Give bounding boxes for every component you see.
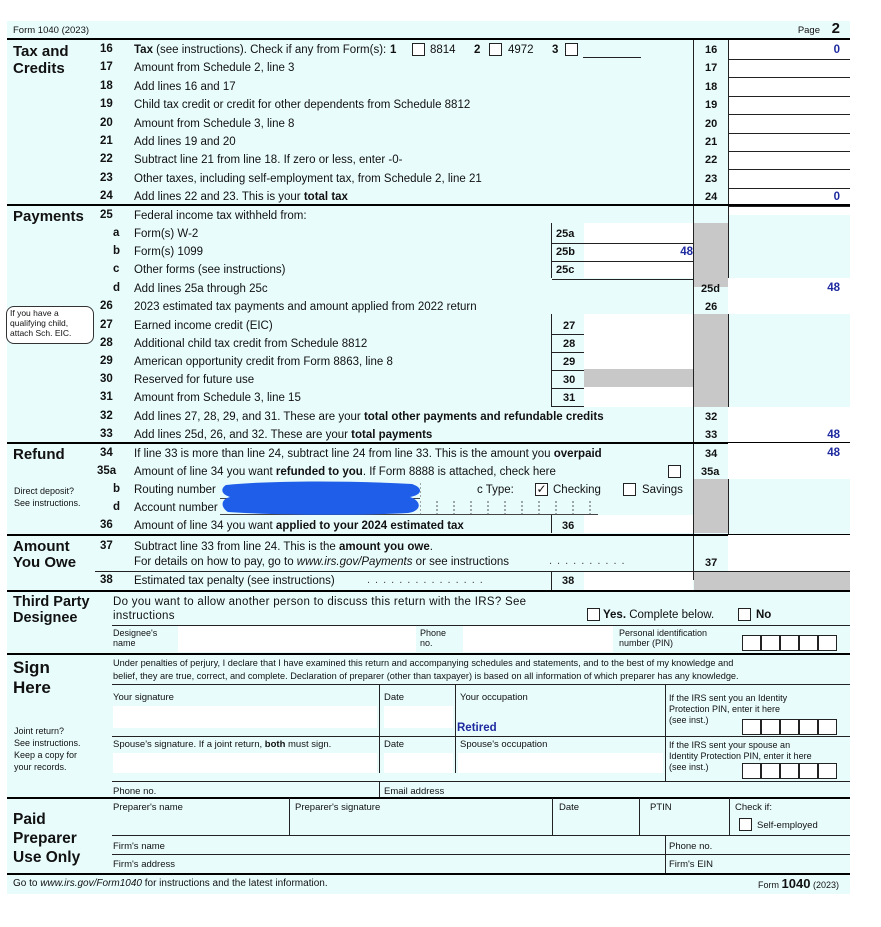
- firm-phone-label: Phone no.: [669, 841, 713, 852]
- line21-num: 21: [100, 135, 113, 147]
- header-rule: [7, 38, 850, 40]
- rule-owe: [7, 534, 850, 536]
- spouse-occupation-field[interactable]: [458, 753, 663, 773]
- line22-rule: [728, 169, 850, 170]
- footer-left: Go to www.irs.gov/Form1040 for instructions and the latest information.: [13, 878, 328, 889]
- preparer-name-label: Preparer's name: [113, 802, 183, 813]
- line35d-letter: d: [113, 501, 121, 513]
- line16-value: 0: [833, 44, 840, 56]
- line17-box: 17: [705, 62, 718, 75]
- your-pin-digit[interactable]: [818, 719, 837, 735]
- line16-num: 16: [100, 43, 113, 55]
- rule-prep-1: [112, 835, 850, 836]
- line25b-box: 25b: [556, 246, 575, 258]
- line25a-box: 25a: [556, 228, 575, 240]
- line16-4972: 4972: [508, 44, 534, 56]
- line30-box: 30: [563, 374, 576, 386]
- page-label: Page: [797, 25, 820, 36]
- line27-num: 27: [100, 319, 113, 331]
- line25d-letter: d: [113, 282, 121, 294]
- sign-divider-4: [379, 782, 380, 797]
- routing-label: Routing number: [134, 484, 216, 496]
- line37-box: 37: [705, 557, 718, 569]
- rule-refund: [7, 442, 850, 444]
- section-amount-owe: Amount You Owe: [13, 538, 77, 571]
- your-pin-digit[interactable]: [780, 719, 799, 735]
- account-label: Account number: [134, 502, 218, 514]
- line34-text: If line 33 is more than line 24, subtract line 24 from line 33. This is the amount you overpaid: [134, 448, 602, 460]
- line24-text: Add lines 22 and 23. This is your total tax: [134, 191, 348, 204]
- digit-ticks: [420, 483, 600, 516]
- section-tax-credits: Tax and Credits: [13, 43, 69, 77]
- spouse-pin-digit[interactable]: [818, 763, 837, 779]
- eic-note: If you have a qualifying child, attach Sch. EIC.: [6, 306, 94, 344]
- date-field[interactable]: [384, 706, 453, 728]
- designee-phone-field[interactable]: [463, 626, 613, 652]
- rule-footer: [7, 873, 850, 875]
- line25b-rule: [552, 261, 693, 262]
- line25c-letter: c: [113, 263, 120, 275]
- firm-address-label: Firm's address: [113, 859, 175, 870]
- line25-divider: [551, 223, 552, 278]
- savings-checkbox[interactable]: [623, 483, 636, 496]
- self-employed-checkbox[interactable]: [739, 818, 752, 831]
- line16-4972-checkbox[interactable]: [489, 43, 502, 56]
- line21-rule: [728, 151, 850, 152]
- redaction-mark: [222, 479, 422, 517]
- field-35a[interactable]: [728, 461, 850, 479]
- line35b-letter: b: [113, 483, 121, 495]
- line25-text: Federal income tax withheld from:: [134, 210, 307, 222]
- designee-question: Do you want to allow another person to discuss this return with the IRS? See instructions: [113, 596, 527, 622]
- line31-num: 31: [100, 391, 113, 403]
- line25a-letter: a: [113, 227, 120, 239]
- field-37[interactable]: [728, 535, 850, 572]
- section-payments: Payments: [13, 208, 84, 225]
- line33-text: Add lines 25d, 26, and 32. These are your total payments: [134, 429, 433, 441]
- checking-label: Checking: [553, 484, 601, 496]
- designee-yes-checkbox[interactable]: [587, 608, 600, 621]
- line24-rule: [728, 206, 850, 207]
- line33-value: 48: [827, 429, 840, 441]
- line25b-text: Form(s) 1099: [134, 246, 204, 258]
- spouse-pin-digit[interactable]: [742, 763, 761, 779]
- dots-38: ...............: [367, 574, 488, 586]
- designee-pin-label: Personal identification number (PIN): [619, 628, 708, 648]
- designee-phone-label: Phone no.: [420, 628, 447, 648]
- shade-27-31: [694, 314, 728, 407]
- field-31[interactable]: [584, 387, 693, 407]
- line32-box: 32: [705, 411, 718, 423]
- line36-num: 36: [100, 519, 113, 531]
- line20-text: Amount from Schedule 3, line 8: [134, 117, 295, 130]
- perjury-statement: Under penalties of perjury, I declare that I have examined this return and accompanying schedules and statements, and to the best of my knowledge and belief, they are true, correct, and complete. Declaration of preparer (other than taxpayer) is based on all information of which preparer has any knowledge.: [113, 658, 739, 681]
- check-if-label: Check if:: [735, 802, 772, 813]
- line33-box: 33: [705, 429, 718, 441]
- prep-divider-4: [729, 798, 730, 835]
- line25c-rule: [552, 279, 693, 280]
- designee-name-field[interactable]: [178, 626, 416, 652]
- designee-pin-digit[interactable]: [780, 635, 799, 651]
- designee-name-label: Designee's name: [113, 628, 158, 648]
- line26-num: 26: [100, 300, 113, 312]
- line32-text: Add lines 27, 28, 29, and 31. These are your total other payments and refundable credits: [134, 411, 604, 423]
- your-signature-field[interactable]: [113, 706, 377, 728]
- line18-num: 18: [100, 79, 113, 92]
- dots-37: ..........: [549, 555, 630, 567]
- preparer-date-label: Date: [559, 802, 580, 813]
- email-label: Email address: [384, 786, 445, 797]
- line32-num: 32: [100, 410, 113, 422]
- line17-num: 17: [100, 61, 113, 74]
- shade-30: [584, 369, 693, 387]
- designee-pin-digit[interactable]: [818, 635, 837, 651]
- firm-ein-label: Firm's EIN: [669, 859, 714, 870]
- line25d-text: Add lines 25a through 25c: [134, 283, 268, 295]
- account-type-label: c Type:: [477, 484, 514, 496]
- line31-box: 31: [563, 392, 576, 404]
- line25c-text: Other forms (see instructions): [134, 264, 286, 276]
- line29-num: 29: [100, 355, 113, 367]
- line35a-num: 35a: [97, 465, 117, 477]
- spouse-pin-digit[interactable]: [780, 763, 799, 779]
- shade-35-36: [694, 479, 728, 533]
- line37-text2: For details on how to pay, go to www.irs.gov/Payments or see instructions: [134, 556, 509, 568]
- occupation-label: Your occupation: [460, 692, 528, 703]
- line21-text: Add lines 19 and 20: [134, 136, 236, 148]
- designee-pin-digit[interactable]: [799, 635, 818, 651]
- checking-checkbox[interactable]: ✓: [536, 482, 547, 496]
- line20-rule: [728, 133, 850, 134]
- line37-num: 37: [100, 540, 113, 552]
- line25b-value: 48: [680, 246, 693, 258]
- line16-f2-num: 2: [474, 44, 481, 56]
- line31-text: Amount from Schedule 3, line 15: [134, 392, 301, 404]
- line20-box: 20: [705, 117, 718, 130]
- page-number: 2: [831, 20, 840, 37]
- line26-text: 2023 estimated tax payments and amount applied from 2022 return: [134, 301, 477, 313]
- line16-8814-checkbox[interactable]: [412, 43, 425, 56]
- line29-text: American opportunity credit from Form 8863, line 8: [134, 356, 393, 368]
- form-label: Form 1040 (2023): [13, 25, 90, 36]
- line28-num: 28: [100, 337, 113, 349]
- rule-sign: [7, 653, 850, 655]
- sign-divider-3: [665, 685, 666, 781]
- line24-value: 0: [833, 191, 840, 204]
- line24-num: 24: [100, 190, 113, 203]
- your-pin-digit[interactable]: [761, 719, 780, 735]
- line30-num: 30: [100, 373, 113, 385]
- line18-text: Add lines 16 and 17: [134, 80, 236, 93]
- footer-right: Form 1040 (2023): [758, 876, 839, 891]
- line25-num: 25: [100, 209, 113, 221]
- savings-label: Savings: [642, 484, 683, 496]
- spouse-pin-digit[interactable]: [799, 763, 818, 779]
- prep-divider-3: [639, 798, 640, 835]
- line17-text: Amount from Schedule 2, line 3: [134, 62, 295, 75]
- ip-pin-label: If the IRS sent you an Identity Protection PIN, enter it here (see inst.): [669, 693, 788, 725]
- line22-num: 22: [100, 153, 113, 166]
- ptin-label: PTIN: [650, 802, 672, 813]
- section-refund: Refund: [13, 446, 65, 463]
- line25a-text: Form(s) W-2: [134, 228, 199, 240]
- line18-box: 18: [705, 80, 718, 93]
- shade-25: [694, 223, 728, 287]
- designee-pin-digit[interactable]: [761, 635, 780, 651]
- date-label: Date: [384, 692, 405, 703]
- field-27-29[interactable]: [584, 314, 693, 369]
- line20-num: 20: [100, 116, 113, 129]
- rule-payments: [7, 204, 850, 206]
- line23-rule: [728, 188, 850, 189]
- prep-divider-1: [289, 798, 290, 835]
- shade-38: [694, 572, 850, 590]
- line16-8814: 8814: [430, 44, 456, 56]
- line30-text: Reserved for future use: [134, 374, 255, 386]
- designee-no: No: [756, 609, 772, 621]
- spouse-signature-field[interactable]: [113, 753, 377, 773]
- designee-yes: Yes. Complete below.: [603, 609, 715, 621]
- section-paid-preparer: Paid Preparer Use Only: [13, 811, 81, 866]
- line24-box: 24: [705, 191, 718, 204]
- phone-label: Phone no.: [113, 786, 157, 797]
- line19-num: 19: [100, 98, 113, 111]
- line36-text: Amount of line 34 you want applied to your 2024 estimated tax: [134, 520, 464, 532]
- line36-divider: [551, 515, 552, 533]
- field-38[interactable]: [584, 572, 693, 590]
- line34-num: 34: [100, 447, 113, 459]
- line16-other-checkbox[interactable]: [565, 43, 578, 56]
- line16-box: 16: [705, 44, 718, 56]
- line21-box: 21: [705, 136, 718, 148]
- spouse-ip-pin-label: If the IRS sent your spouse an Identity Protection PIN, enter it here (see inst.): [669, 740, 812, 772]
- line34-value: 48: [827, 447, 840, 459]
- spouse-signature-label: Spouse's signature. If a joint return, both must sign.: [113, 739, 332, 750]
- line35a-box: 35a: [701, 466, 720, 478]
- line16-f3-num: 3: [552, 44, 559, 56]
- line25b-letter: b: [113, 245, 121, 257]
- rule-sign-2: [112, 736, 850, 737]
- self-employed-label: Self-employed: [757, 820, 818, 831]
- section-sign: Sign Here: [13, 658, 51, 697]
- spouse-occupation-label: Spouse's occupation: [460, 739, 548, 750]
- firm-name-label: Firm's name: [113, 841, 165, 852]
- line17-rule: [728, 77, 850, 78]
- line22-box: 22: [705, 154, 718, 167]
- line23-num: 23: [100, 171, 113, 184]
- line18-rule: [728, 96, 850, 97]
- spouse-pin-digit[interactable]: [761, 763, 780, 779]
- line23-text: Other taxes, including self-employment tax, from Schedule 2, line 21: [134, 172, 482, 185]
- line16-other-field[interactable]: [583, 57, 641, 58]
- line23-box: 23: [705, 172, 718, 185]
- line29-box: 29: [563, 356, 576, 368]
- line19-text: Child tax credit or credit for other dependents from Schedule 8812: [134, 99, 471, 112]
- line22-text: Subtract line 21 from line 18. If zero or less, enter -0-: [134, 154, 403, 167]
- rule-preparer: [7, 797, 850, 799]
- line27-text: Earned income credit (EIC): [134, 320, 273, 332]
- spouse-date-field[interactable]: [384, 753, 453, 773]
- line16-f1-num: 1: [390, 44, 397, 56]
- designee-no-checkbox[interactable]: [738, 608, 751, 621]
- line27-31-divider: [551, 314, 552, 407]
- line16-rule: [728, 59, 850, 60]
- line28-box: 28: [563, 338, 576, 350]
- line38-box: 38: [562, 575, 575, 587]
- joint-return-note: Joint return? See instructions. Keep a copy for your records.: [14, 726, 81, 772]
- prep-divider-2: [552, 798, 553, 835]
- rule-prep-2: [112, 854, 850, 855]
- direct-deposit-note: Direct deposit? See instructions.: [14, 486, 81, 508]
- form-1040-page2: [7, 21, 850, 894]
- line35a-text: Amount of line 34 you want refunded to you. If Form 8888 is attached, check here: [134, 466, 556, 478]
- rule-designee: [7, 590, 850, 592]
- rule-sign-1: [112, 684, 850, 685]
- spouse-date-label: Date: [384, 739, 405, 750]
- line28-text: Additional child tax credit from Schedule 8812: [134, 338, 368, 350]
- line25a-rule: [552, 243, 693, 244]
- sign-divider-2: [455, 685, 456, 773]
- form8888-checkbox[interactable]: [668, 465, 681, 478]
- field-36[interactable]: [584, 515, 693, 533]
- line19-rule: [728, 114, 850, 115]
- your-pin-digit[interactable]: [742, 719, 761, 735]
- line26-box: 26: [705, 301, 718, 313]
- your-signature-label: Your signature: [113, 692, 174, 703]
- occupation-value[interactable]: Retired: [457, 722, 497, 734]
- line16-text: Tax (see instructions). Check if any from Form(s):: [134, 44, 387, 56]
- line19-box: 19: [705, 99, 718, 112]
- sign-divider-1: [379, 685, 380, 773]
- designee-pin-digit[interactable]: [742, 635, 761, 651]
- rule-sign-3: [112, 781, 850, 782]
- your-pin-digit[interactable]: [799, 719, 818, 735]
- preparer-signature-label: Preparer's signature: [295, 802, 381, 813]
- section-third-party: Third Party Designee: [13, 594, 90, 626]
- line25d-box: 25d: [701, 283, 720, 295]
- line38-num: 38: [100, 574, 113, 586]
- line36-box: 36: [562, 520, 575, 532]
- line33-num: 33: [100, 428, 113, 440]
- line25c-box: 25c: [556, 264, 575, 276]
- line34-box: 34: [705, 448, 718, 460]
- line27-box: 27: [563, 320, 576, 332]
- line38-divider: [551, 572, 552, 590]
- line37-text: Subtract line 33 from line 24. This is the amount you owe.: [134, 541, 433, 553]
- line25d-value: 48: [827, 282, 840, 294]
- line38-text: Estimated tax penalty (see instructions): [134, 575, 335, 587]
